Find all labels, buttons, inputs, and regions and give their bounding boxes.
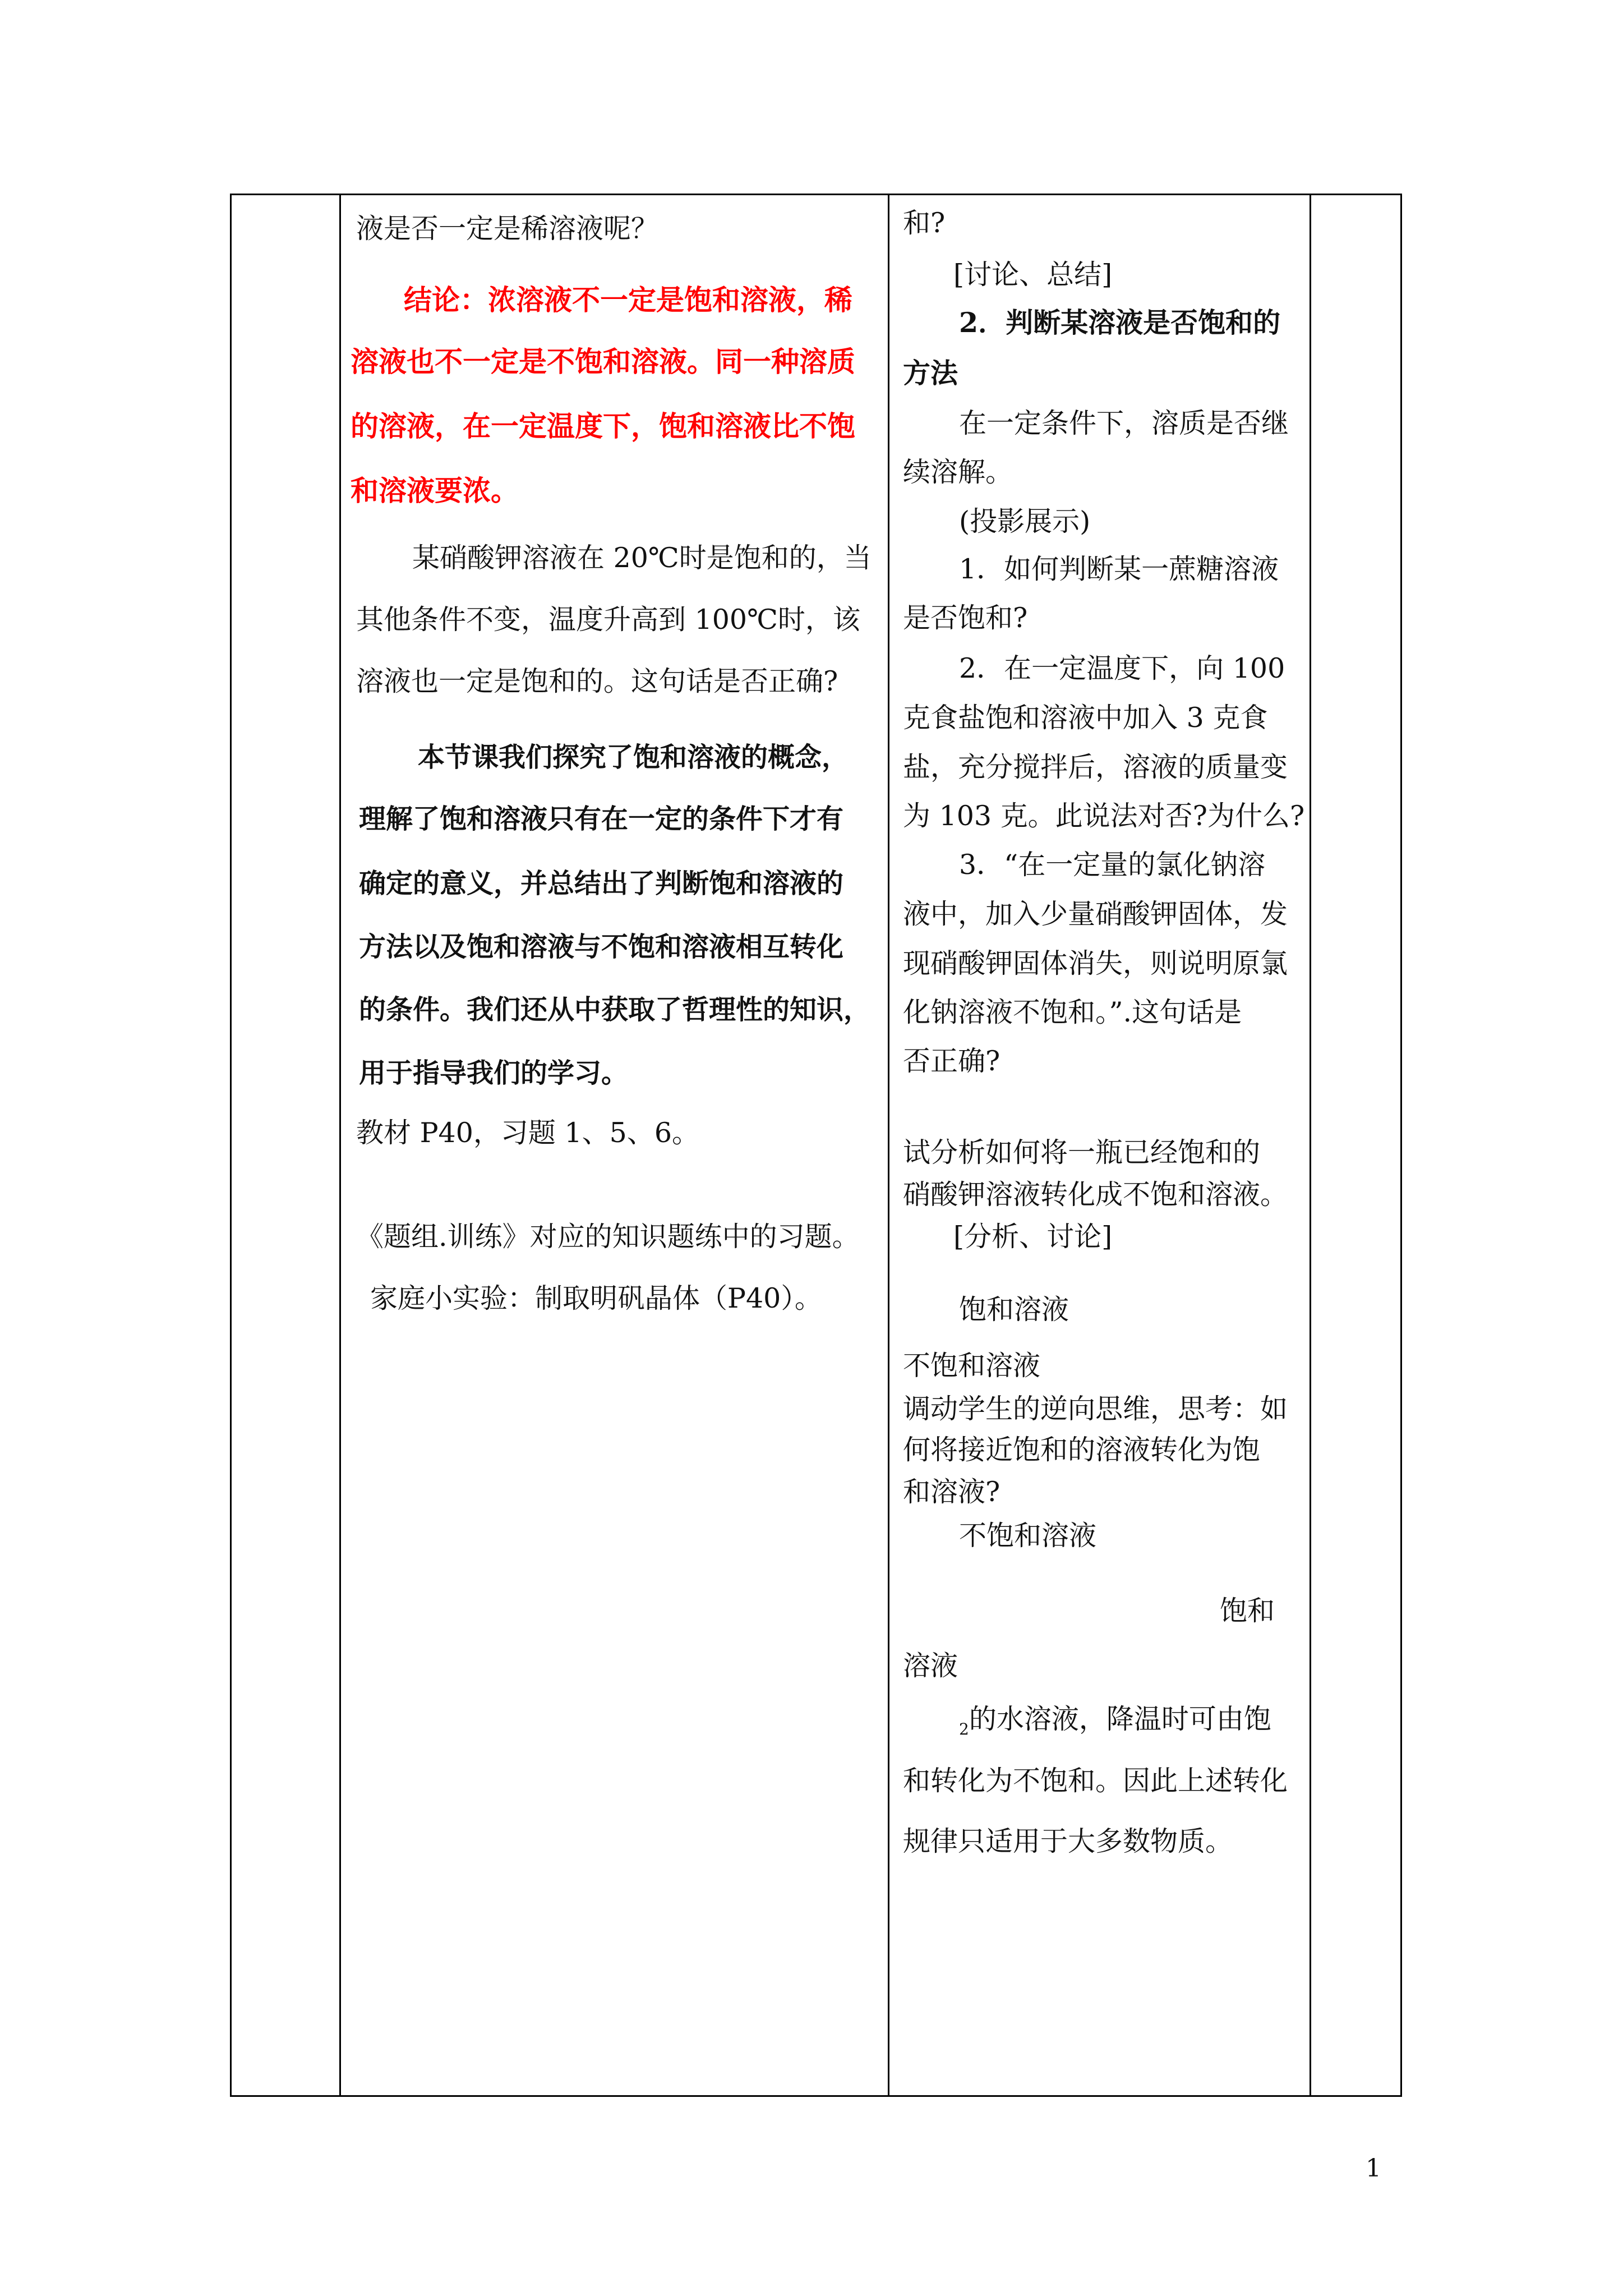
reverse-thinking-text: 何将接近饱和的溶液转化为饱 [903,1434,1261,1466]
method-text: 在一定条件下，溶质是否继 [959,407,1289,439]
conclusion-text: 溶液也不一定是不饱和溶液。同一种溶质 [351,346,855,378]
final-text: 规律只适用于大多数物质。 [903,1825,1233,1857]
projection-label: (投影展示) [959,505,1091,537]
final-text [959,1703,1271,1746]
table-top-border [230,194,1402,195]
summary-text: 理解了饱和溶液只有在一定的条件下才有 [359,803,844,835]
table-column-divider [339,194,341,2097]
question-1-text: 1．如何判断某一蔗糖溶液 [959,553,1279,585]
page-number: 1 [1366,2154,1381,2183]
table-column-divider [1400,194,1402,2097]
body-text: 液是否一定是稀溶液呢？ [356,213,659,245]
section-heading: 2．判断某溶液是否饱和的 [959,306,1281,339]
discuss-label: [讨论、总结] [953,259,1113,291]
summary-text: 用于指导我们的学习。 [359,1057,629,1089]
analyze-discuss-label: [分析、讨论] [953,1221,1113,1253]
summary-text: 的条件。我们还从中获取了哲理性的知识， [359,994,871,1025]
final-text: 和转化为不饱和。因此上述转化 [903,1765,1288,1797]
question-2-text: 克食盐饱和溶液中加入 3 克食 [903,702,1268,734]
question-3-text: 化钠溶液不饱和。”.这句话是 [903,996,1242,1028]
final-text-line: 的水溶液，降温时可由饱 [969,1703,1271,1735]
unsaturated-label: 不饱和溶液 [903,1350,1041,1382]
table-column-divider [230,194,232,2097]
saturated-label: 溶液 [903,1650,958,1682]
question-text: 某硝酸钾溶液在 20℃时是饱和的，当 [412,542,872,574]
homework-text: 教材 P40，习题 1、5、6。 [356,1117,699,1149]
summary-text: 本节课我们探究了饱和溶液的概念， [418,742,849,773]
reverse-thinking-text: 和溶液? [903,1476,1000,1508]
exercise-text: 《题组.训练》对应的知识题练中的习题。 [356,1221,860,1253]
analyze-text: 试分析如何将一瓶已经饱和的 [903,1137,1261,1168]
saturated-label: 饱和溶液 [959,1294,1069,1326]
question-3-text: 3．“在一定量的氯化钠溶 [959,849,1266,881]
question-3-text: 现硝酸钾固体消失，则说明原氯 [903,947,1288,979]
question-3-text: 液中，加入少量硝酸钾固体，发 [903,898,1288,930]
question-1-text: 是否饱和? [903,602,1028,634]
unsaturated-label: 不饱和溶液 [959,1520,1097,1552]
method-text: 续溶解。 [903,456,1013,488]
summary-text: 方法以及饱和溶液与不饱和溶液相互转化 [359,931,844,963]
question-2-text: 为 103 克。此说法对否?为什么? [903,800,1305,832]
reverse-thinking-text: 调动学生的逆向思维，思考：如 [903,1393,1288,1425]
subscript-2: 2 [959,1719,969,1738]
table-column-divider [888,194,889,2097]
question-2-text: 2．在一定温度下，向 100 [959,652,1285,684]
question-3-text: 否正确? [903,1045,1000,1077]
table-bottom-border [230,2095,1402,2097]
conclusion-text: 和溶液要浓。 [351,475,519,507]
body-text: 和? [903,207,946,239]
analyze-text: 硝酸钾溶液转化成不饱和溶液。 [903,1179,1288,1211]
saturated-label: 饱和 [1220,1595,1275,1627]
summary-text: 确定的意义，并总结出了判断饱和溶液的 [359,868,844,899]
conclusion-text: 的溶液，在一定温度下，饱和溶液比不饱 [351,410,855,443]
question-text: 其他条件不变，温度升高到 100℃时，该 [356,604,860,636]
question-text: 溶液也一定是饱和的。这句话是否正确? [356,665,838,697]
experiment-text: 家庭小实验：制取明矾晶体（P40）。 [370,1282,822,1314]
table-column-divider [1310,194,1311,2097]
question-2-text: 盐，充分搅拌后，溶液的质量变 [903,751,1288,783]
section-heading: 方法 [903,357,958,389]
conclusion-text: 结论：浓溶液不一定是饱和溶液，稀 [404,284,852,316]
